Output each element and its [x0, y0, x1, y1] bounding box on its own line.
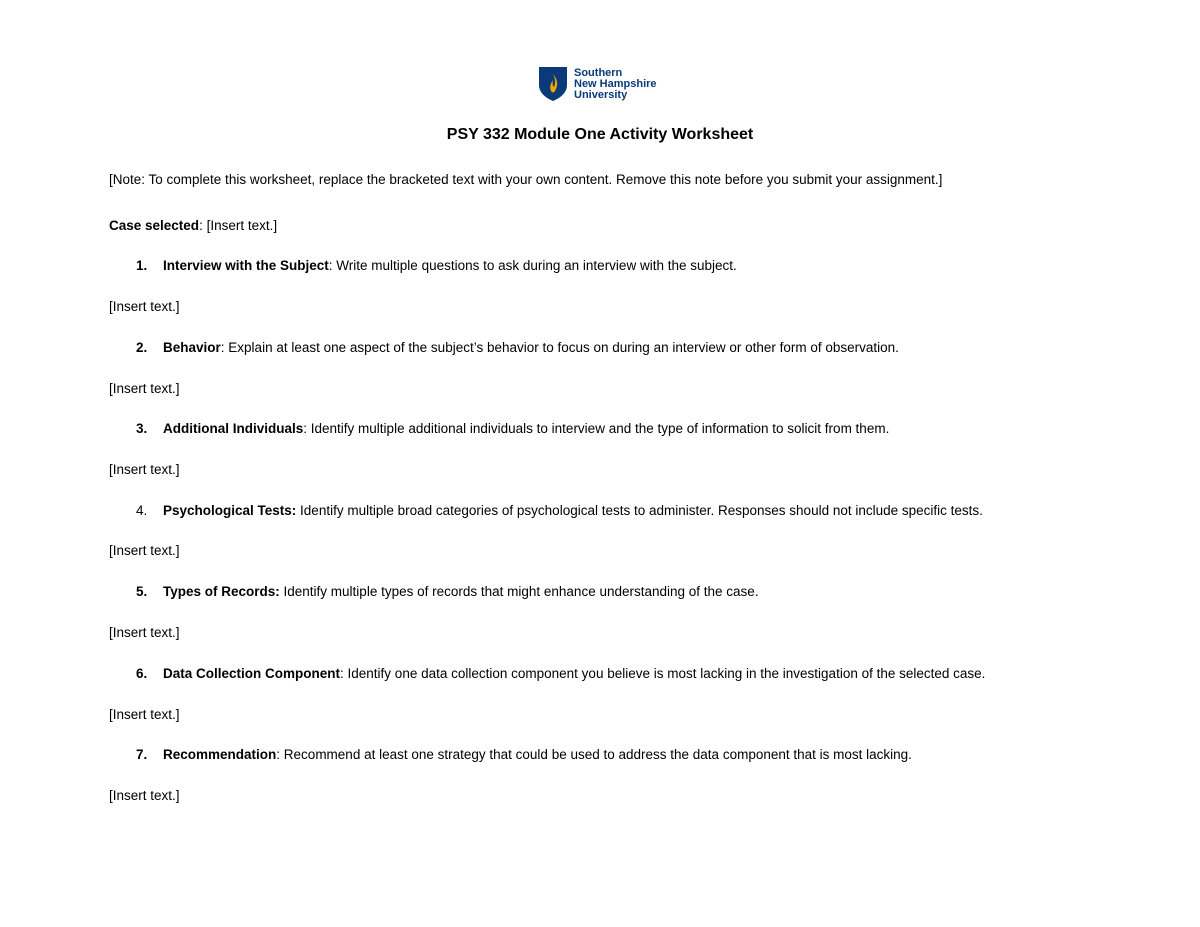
question-colon: :	[276, 747, 281, 762]
answer-5[interactable]: [Insert text.]	[109, 625, 180, 640]
question-colon: :	[220, 340, 225, 355]
case-selected-line	[109, 218, 277, 233]
university-logo	[538, 64, 657, 104]
university-name	[574, 68, 657, 101]
case-selected-value[interactable]: [Insert text.]	[202, 218, 278, 233]
question-number: 1.	[136, 258, 148, 273]
answer-7[interactable]: [Insert text.]	[109, 788, 180, 803]
question-heading: Psychological Tests:	[163, 503, 297, 518]
answer-3[interactable]: [Insert text.]	[109, 462, 180, 477]
question-5	[136, 584, 759, 599]
question-4	[136, 503, 983, 518]
question-2	[136, 340, 899, 355]
question-heading: Behavior	[163, 340, 221, 355]
question-number: 4.	[136, 503, 148, 518]
case-selected-colon: :	[199, 218, 203, 233]
logo-line-1: Southern	[574, 66, 623, 79]
question-text: Identify one data collection component you believe is most lacking in the investigation of the selected case.	[343, 666, 986, 681]
answer-2[interactable]: [Insert text.]	[109, 381, 180, 396]
question-heading: Recommendation	[163, 747, 277, 762]
question-1	[136, 258, 737, 273]
question-heading: Additional Individuals	[163, 421, 304, 436]
question-6	[136, 666, 985, 681]
worksheet-title: PSY 332 Module One Activity Worksheet	[446, 126, 754, 143]
question-7	[136, 747, 912, 762]
question-text: Recommend at least one strategy that could be used to address the data component that is most lacking.	[280, 747, 912, 762]
question-text: Explain at least one aspect of the subject’s behavior to focus on during an interview or other form of observation.	[224, 340, 899, 355]
question-text: Write multiple questions to ask during an interview with the subject.	[332, 258, 737, 273]
case-selected-label: Case selected	[109, 218, 200, 233]
question-number: 6.	[136, 666, 148, 681]
question-number: 7.	[136, 747, 148, 762]
question-number: 2.	[136, 340, 148, 355]
question-3	[136, 421, 889, 436]
snhu-shield-flame-icon	[538, 66, 568, 102]
answer-6[interactable]: [Insert text.]	[109, 707, 180, 722]
logo-line-3: University	[574, 88, 628, 101]
question-text: Identify multiple broad categories of psychological tests to administer. Responses should not include specific tests.	[296, 503, 983, 518]
instruction-note: [Note: To complete this worksheet, replace the bracketed text with your own content. Remove this note before you submit your assignment.]	[109, 172, 943, 187]
question-text: Identify multiple types of records that might enhance understanding of the case.	[279, 584, 759, 599]
question-colon: :	[303, 421, 308, 436]
answer-4[interactable]: [Insert text.]	[109, 543, 180, 558]
question-heading: Types of Records:	[163, 584, 280, 599]
question-number: 5.	[136, 584, 148, 599]
answer-1[interactable]: [Insert text.]	[109, 299, 180, 314]
question-colon: :	[340, 666, 344, 681]
logo-line-2: New Hampshire	[574, 77, 657, 90]
question-number: 3.	[136, 421, 148, 436]
question-text: Identify multiple additional individuals to interview and the type of information to solicit from them.	[307, 421, 890, 436]
question-heading: Data Collection Component	[163, 666, 341, 681]
question-colon: :	[328, 258, 333, 273]
question-heading: Interview with the Subject	[163, 258, 329, 273]
